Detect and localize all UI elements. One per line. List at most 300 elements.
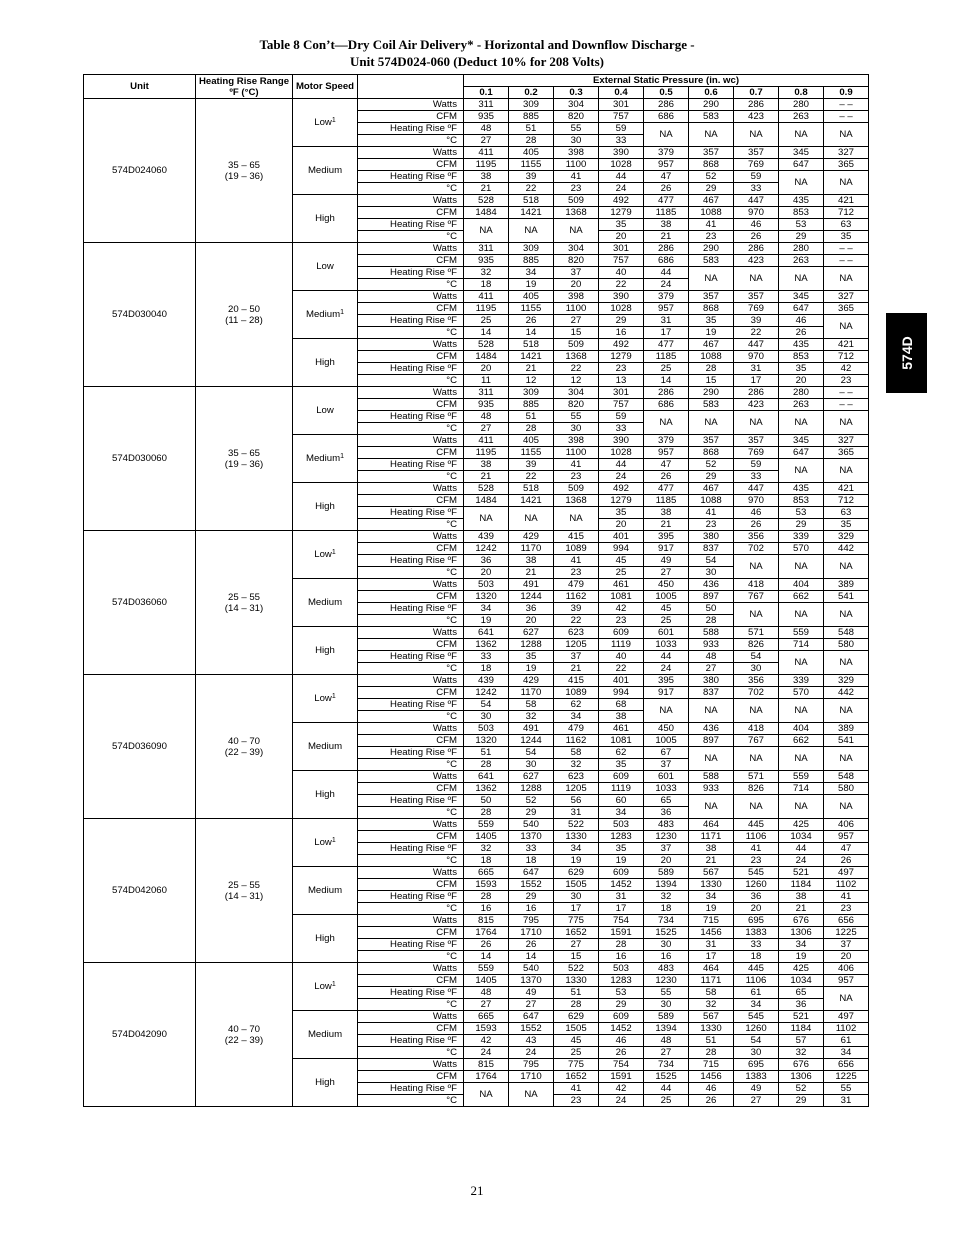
- watts-value: 445: [734, 819, 779, 831]
- motor-speed: [293, 243, 358, 291]
- watts-value: 379: [644, 147, 689, 159]
- row-label-watts: Watts: [358, 867, 464, 879]
- row-label-heating-rise-f: Heating Rise ºF: [358, 987, 464, 999]
- cfm-value: 1306: [779, 927, 824, 939]
- cfm-value: 1100: [554, 159, 599, 171]
- heating-rise-c-value: 20: [464, 567, 509, 579]
- heating-rise-c-value: 27: [464, 423, 509, 435]
- cfm-value: 970: [734, 351, 779, 363]
- heating-rise-f-value: 38: [689, 843, 734, 855]
- watts-value: 571: [734, 627, 779, 639]
- footnote-marker: 1: [331, 549, 336, 556]
- cfm-value: 1155: [509, 447, 554, 459]
- watts-value: 518: [509, 483, 554, 495]
- watts-value: 435: [779, 339, 824, 351]
- heating-rise-c-value: 24: [464, 1047, 509, 1059]
- row-label-heating-rise-f: Heating Rise ºF: [358, 603, 464, 615]
- header-heating-rise-range: Heating Rise Range ºF (°C): [196, 75, 293, 99]
- heating-rise-f-value: 41: [554, 171, 599, 183]
- range-fahrenheit: 25 – 55: [227, 591, 260, 603]
- motor-speed: [293, 387, 358, 435]
- watts-value: 467: [689, 195, 734, 207]
- watts-value: 345: [779, 435, 824, 447]
- watts-value: 309: [509, 243, 554, 255]
- heating-rise-f-value: 45: [554, 1035, 599, 1047]
- cfm-value: – –: [824, 255, 869, 267]
- range-celsius: (19 – 36): [224, 170, 264, 182]
- row-label-heating-rise-c: °C: [358, 519, 464, 531]
- row-label-heating-rise-c: °C: [358, 183, 464, 195]
- cfm-value: 702: [734, 687, 779, 699]
- motor-speed-name: Medium: [307, 1029, 343, 1040]
- heating-rise-c-value: 23: [824, 903, 869, 915]
- row-label-watts: Watts: [358, 531, 464, 543]
- watts-value: 559: [779, 771, 824, 783]
- watts-value: 528: [464, 339, 509, 351]
- heating-rise-c-value: 19: [509, 663, 554, 675]
- heating-rise-f-value: 53: [779, 219, 824, 231]
- heating-rise-f-value: 31: [734, 363, 779, 375]
- heating-rise-c-value: 26: [689, 1095, 734, 1107]
- heating-rise-c-value: 30: [689, 567, 734, 579]
- unit-model-text: 574D030060: [112, 453, 167, 464]
- footnote-marker: 1: [331, 981, 336, 988]
- motor-speed-name: Low: [314, 693, 332, 704]
- row-label-heating-rise-f: Heating Rise ºF: [358, 123, 464, 135]
- heating-rise-c-value: 20: [554, 279, 599, 291]
- heating-rise-c-value: 26: [734, 231, 779, 243]
- heating-rise-f-value: 52: [689, 171, 734, 183]
- cfm-value: 1033: [644, 783, 689, 795]
- not-applicable-value: NA: [824, 987, 869, 1011]
- cfm-value: 1205: [554, 639, 599, 651]
- heating-rise-c-value: 27: [644, 567, 689, 579]
- cfm-value: 935: [464, 255, 509, 267]
- watts-value: 545: [734, 1011, 779, 1023]
- cfm-value: 897: [689, 591, 734, 603]
- row-label-cfm: CFM: [358, 591, 464, 603]
- heating-rise-f-value: 46: [689, 1083, 734, 1095]
- motor-speed-name: High: [315, 213, 335, 224]
- cfm-value: 1088: [689, 351, 734, 363]
- cfm-value: 263: [779, 111, 824, 123]
- cfm-value: – –: [824, 111, 869, 123]
- watts-value: 609: [599, 1011, 644, 1023]
- heating-rise-c-value: 14: [464, 327, 509, 339]
- cfm-value: 994: [599, 543, 644, 555]
- watts-value: 559: [464, 819, 509, 831]
- heating-rise-c-value: 19: [689, 903, 734, 915]
- watts-value: 395: [644, 675, 689, 687]
- watts-value: 567: [689, 1011, 734, 1023]
- cfm-value: 1362: [464, 639, 509, 651]
- heating-rise-f-value: 34: [779, 939, 824, 951]
- heating-rise-c-value: 19: [779, 951, 824, 963]
- watts-value: 588: [689, 771, 734, 783]
- watts-value: 656: [824, 915, 869, 927]
- heating-rise-f-value: 54: [464, 699, 509, 711]
- heating-rise-c-value: 20: [599, 519, 644, 531]
- heating-rise-c-value: 24: [599, 471, 644, 483]
- heating-rise-c-value: 29: [599, 999, 644, 1011]
- heating-rise-f-value: 44: [644, 1083, 689, 1095]
- row-label-heating-rise-f: Heating Rise ºF: [358, 315, 464, 327]
- heating-rise-f-value: 58: [689, 987, 734, 999]
- cfm-value: 957: [644, 447, 689, 459]
- watts-value: 429: [509, 531, 554, 543]
- cfm-value: 714: [779, 783, 824, 795]
- cfm-value: 1088: [689, 495, 734, 507]
- watts-value: 390: [599, 147, 644, 159]
- not-applicable-value: NA: [824, 315, 869, 339]
- watts-value: 571: [734, 771, 779, 783]
- not-applicable-value: NA: [734, 699, 779, 723]
- heating-rise-f-value: 34: [689, 891, 734, 903]
- watts-value: 311: [464, 387, 509, 399]
- row-label-heating-rise-c: °C: [358, 903, 464, 915]
- motor-speed-name: High: [315, 789, 335, 800]
- watts-value: 528: [464, 195, 509, 207]
- row-label-cfm: CFM: [358, 783, 464, 795]
- heating-rise-f-value: 46: [779, 315, 824, 327]
- heating-rise-f-value: 48: [644, 1035, 689, 1047]
- heating-rise-c-value: 21: [644, 231, 689, 243]
- watts-value: 356: [734, 675, 779, 687]
- row-label-heating-rise-f: Heating Rise ºF: [358, 1083, 464, 1095]
- heating-rise-f-value: 50: [464, 795, 509, 807]
- watts-value: 339: [779, 531, 824, 543]
- cfm-value: 757: [599, 255, 644, 267]
- watts-value: 447: [734, 339, 779, 351]
- watts-value: 497: [824, 867, 869, 879]
- cfm-value: 1283: [599, 975, 644, 987]
- row-label-heating-rise-c: °C: [358, 567, 464, 579]
- row-label-heating-rise-c: °C: [358, 1047, 464, 1059]
- cfm-value: 1710: [509, 1071, 554, 1083]
- watts-value: 477: [644, 483, 689, 495]
- heating-rise-f-value: 51: [689, 1035, 734, 1047]
- heating-rise-c-value: 24: [509, 1047, 554, 1059]
- cfm-value: 994: [599, 687, 644, 699]
- heating-rise-c-value: 35: [824, 231, 869, 243]
- watts-value: 290: [689, 387, 734, 399]
- range-fahrenheit: 40 – 70: [227, 1023, 260, 1035]
- watts-value: 509: [554, 339, 599, 351]
- cfm-value: 1405: [464, 831, 509, 843]
- watts-value: 483: [644, 819, 689, 831]
- motor-speed: [293, 1011, 358, 1059]
- cfm-value: 662: [779, 735, 824, 747]
- watts-value: 304: [554, 243, 599, 255]
- heating-rise-c-value: 17: [554, 903, 599, 915]
- watts-value: 301: [599, 387, 644, 399]
- heating-rise-f-value: 61: [734, 987, 779, 999]
- watts-value: 518: [509, 195, 554, 207]
- watts-value: 695: [734, 915, 779, 927]
- watts-value: 601: [644, 771, 689, 783]
- row-label-heating-rise-f: Heating Rise ºF: [358, 843, 464, 855]
- row-label-watts: Watts: [358, 771, 464, 783]
- heating-rise-c-value: 20: [644, 855, 689, 867]
- not-applicable-value: NA: [824, 171, 869, 195]
- watts-value: 609: [599, 627, 644, 639]
- heating-rise-f-value: 44: [599, 459, 644, 471]
- watts-value: 559: [779, 627, 824, 639]
- cfm-value: 1330: [689, 1023, 734, 1035]
- watts-value: 588: [689, 627, 734, 639]
- heating-rise-c-value: 14: [509, 327, 554, 339]
- cfm-value: 1195: [464, 303, 509, 315]
- heating-rise-c-value: 24: [644, 279, 689, 291]
- heating-rise-f-value: 54: [509, 747, 554, 759]
- watts-value: 406: [824, 963, 869, 975]
- heating-rise-c-value: 21: [464, 471, 509, 483]
- not-applicable-value: NA: [689, 267, 734, 291]
- cfm-value: 1330: [689, 879, 734, 891]
- motor-speed-name: Low: [314, 837, 332, 848]
- heating-rise-c-value: 20: [824, 951, 869, 963]
- heating-rise-f-value: 59: [734, 459, 779, 471]
- watts-value: 775: [554, 1059, 599, 1071]
- heating-rise-c-value: 30: [644, 999, 689, 1011]
- watts-value: 290: [689, 243, 734, 255]
- row-label-cfm: CFM: [358, 495, 464, 507]
- watts-value: 390: [599, 291, 644, 303]
- heating-rise-f-value: 39: [554, 603, 599, 615]
- unit-model-text: 574D042090: [112, 1029, 167, 1040]
- footnote-marker: 1: [331, 117, 336, 124]
- cfm-value: 1456: [689, 927, 734, 939]
- cfm-value: 712: [824, 495, 869, 507]
- cfm-value: 917: [644, 687, 689, 699]
- watts-value: 665: [464, 867, 509, 879]
- watts-value: 464: [689, 963, 734, 975]
- cfm-value: 1593: [464, 1023, 509, 1035]
- footnote-marker: 1: [340, 453, 345, 460]
- cfm-value: 1421: [509, 495, 554, 507]
- not-applicable-value: NA: [734, 747, 779, 771]
- heating-rise-f-value: 35: [509, 651, 554, 663]
- heating-rise-f-value: 26: [509, 939, 554, 951]
- range-celsius: (22 – 39): [224, 746, 264, 758]
- not-applicable-value: NA: [779, 123, 824, 147]
- watts-value: 641: [464, 627, 509, 639]
- watts-value: 623: [554, 627, 599, 639]
- row-label-heating-rise-c: °C: [358, 855, 464, 867]
- cfm-value: 868: [689, 303, 734, 315]
- row-label-cfm: CFM: [358, 255, 464, 267]
- cfm-value: 1185: [644, 495, 689, 507]
- cfm-value: 1242: [464, 543, 509, 555]
- watts-value: 435: [779, 483, 824, 495]
- watts-value: 734: [644, 915, 689, 927]
- heating-rise-c-value: 32: [554, 759, 599, 771]
- not-applicable-value: NA: [824, 459, 869, 483]
- watts-value: 286: [644, 387, 689, 399]
- cfm-value: 1195: [464, 447, 509, 459]
- watts-value: 479: [554, 723, 599, 735]
- heating-rise-range: [196, 819, 293, 963]
- not-applicable-value: NA: [824, 699, 869, 723]
- motor-speed-name: Medium: [307, 165, 343, 176]
- watts-value: 623: [554, 771, 599, 783]
- heating-rise-f-value: 39: [509, 171, 554, 183]
- row-label-cfm: CFM: [358, 303, 464, 315]
- not-applicable-value: NA: [509, 1083, 554, 1107]
- heating-rise-f-value: 21: [509, 363, 554, 375]
- watts-value: 629: [554, 867, 599, 879]
- heating-rise-c-value: 18: [464, 279, 509, 291]
- motor-speed: [293, 675, 358, 723]
- heating-rise-f-value: 35: [599, 843, 644, 855]
- heating-rise-f-value: 22: [554, 363, 599, 375]
- cfm-value: 1155: [509, 303, 554, 315]
- heating-rise-f-value: 34: [554, 843, 599, 855]
- heating-rise-c-value: 33: [599, 135, 644, 147]
- cfm-value: 1244: [509, 735, 554, 747]
- motor-speed: [293, 867, 358, 915]
- heating-rise-c-value: 24: [779, 855, 824, 867]
- watts-value: 629: [554, 1011, 599, 1023]
- heating-rise-c-value: 23: [734, 855, 779, 867]
- heating-rise-f-value: 52: [509, 795, 554, 807]
- heating-rise-f-value: 49: [734, 1083, 779, 1095]
- cfm-value: 1279: [599, 495, 644, 507]
- cfm-value: 1368: [554, 207, 599, 219]
- motor-speed-name: Medium: [305, 309, 341, 320]
- header-esp-value: 0.7: [734, 87, 779, 99]
- motor-speed: [293, 771, 358, 819]
- heating-rise-f-value: 37: [824, 939, 869, 951]
- cfm-value: 1283: [599, 831, 644, 843]
- cfm-value: 1089: [554, 543, 599, 555]
- table-row: [84, 387, 869, 399]
- heating-rise-c-value: 31: [824, 1095, 869, 1107]
- heating-rise-f-value: 58: [509, 699, 554, 711]
- heating-rise-c-value: 18: [644, 903, 689, 915]
- not-applicable-value: NA: [734, 411, 779, 435]
- heating-rise-f-value: 59: [599, 123, 644, 135]
- watts-value: 503: [464, 579, 509, 591]
- heating-rise-c-value: 26: [644, 183, 689, 195]
- watts-value: 401: [599, 531, 644, 543]
- watts-value: 795: [509, 1059, 554, 1071]
- heating-rise-range: [196, 99, 293, 243]
- heating-rise-c-value: 28: [464, 807, 509, 819]
- watts-value: 357: [689, 291, 734, 303]
- cfm-value: 1452: [599, 879, 644, 891]
- cfm-value: 820: [554, 399, 599, 411]
- heating-rise-f-value: 37: [644, 843, 689, 855]
- cfm-value: 837: [689, 687, 734, 699]
- not-applicable-value: NA: [824, 267, 869, 291]
- cfm-value: 263: [779, 255, 824, 267]
- heating-rise-f-value: 55: [554, 411, 599, 423]
- heating-rise-c-value: 36: [644, 807, 689, 819]
- heating-rise-f-value: 34: [509, 267, 554, 279]
- watts-value: 509: [554, 483, 599, 495]
- watts-value: 290: [689, 99, 734, 111]
- heating-rise-c-value: 28: [689, 615, 734, 627]
- cfm-value: 1171: [689, 975, 734, 987]
- cfm-value: 1244: [509, 591, 554, 603]
- heating-rise-c-value: 22: [509, 471, 554, 483]
- heating-rise-f-value: 51: [464, 747, 509, 759]
- cfm-value: 1034: [779, 975, 824, 987]
- cfm-value: 1119: [599, 639, 644, 651]
- watts-value: 329: [824, 675, 869, 687]
- cfm-value: 442: [824, 543, 869, 555]
- header-esp-value: 0.8: [779, 87, 824, 99]
- cfm-value: 1320: [464, 735, 509, 747]
- row-label-cfm: CFM: [358, 447, 464, 459]
- cfm-value: 853: [779, 495, 824, 507]
- cfm-value: 769: [734, 303, 779, 315]
- watts-value: 641: [464, 771, 509, 783]
- row-label-watts: Watts: [358, 339, 464, 351]
- motor-speed: [293, 723, 358, 771]
- cfm-value: 1162: [554, 735, 599, 747]
- watts-value: 734: [644, 1059, 689, 1071]
- heating-rise-c-value: 28: [509, 135, 554, 147]
- motor-speed: [293, 915, 358, 963]
- row-label-watts: Watts: [358, 1011, 464, 1023]
- cfm-value: 1320: [464, 591, 509, 603]
- heating-rise-f-value: 26: [464, 939, 509, 951]
- cfm-value: 365: [824, 159, 869, 171]
- watts-value: 815: [464, 915, 509, 927]
- cfm-value: 580: [824, 783, 869, 795]
- not-applicable-value: NA: [824, 795, 869, 819]
- watts-value: 380: [689, 675, 734, 687]
- watts-value: 398: [554, 435, 599, 447]
- heating-rise-c-value: 16: [599, 327, 644, 339]
- row-label-watts: Watts: [358, 387, 464, 399]
- heating-rise-range: [196, 675, 293, 819]
- cfm-value: 1034: [779, 831, 824, 843]
- heating-rise-c-value: 23: [554, 471, 599, 483]
- cfm-value: 1288: [509, 639, 554, 651]
- heating-rise-f-value: 54: [734, 651, 779, 663]
- cfm-value: 1028: [599, 303, 644, 315]
- heating-rise-c-value: 26: [779, 327, 824, 339]
- watts-value: 425: [779, 963, 824, 975]
- watts-value: 357: [689, 435, 734, 447]
- watts-value: 521: [779, 867, 824, 879]
- cfm-value: 1288: [509, 783, 554, 795]
- heating-rise-f-value: 30: [644, 939, 689, 951]
- row-label-cfm: CFM: [358, 975, 464, 987]
- watts-value: 311: [464, 99, 509, 111]
- row-label-heating-rise-f: Heating Rise ºF: [358, 891, 464, 903]
- not-applicable-value: NA: [779, 459, 824, 483]
- cfm-value: 853: [779, 207, 824, 219]
- cfm-value: 263: [779, 399, 824, 411]
- row-label-watts: Watts: [358, 99, 464, 111]
- watts-value: 415: [554, 675, 599, 687]
- not-applicable-value: NA: [779, 555, 824, 579]
- footnote-marker: 1: [340, 309, 345, 316]
- not-applicable-value: NA: [644, 411, 689, 435]
- watts-value: 280: [779, 243, 824, 255]
- heating-rise-c-value: 18: [464, 855, 509, 867]
- row-label-heating-rise-f: Heating Rise ºF: [358, 219, 464, 231]
- heating-rise-c-value: 33: [599, 423, 644, 435]
- heating-rise-f-value: 55: [644, 987, 689, 999]
- row-label-heating-rise-c: °C: [358, 135, 464, 147]
- heating-rise-f-value: 31: [599, 891, 644, 903]
- watts-value: 503: [599, 819, 644, 831]
